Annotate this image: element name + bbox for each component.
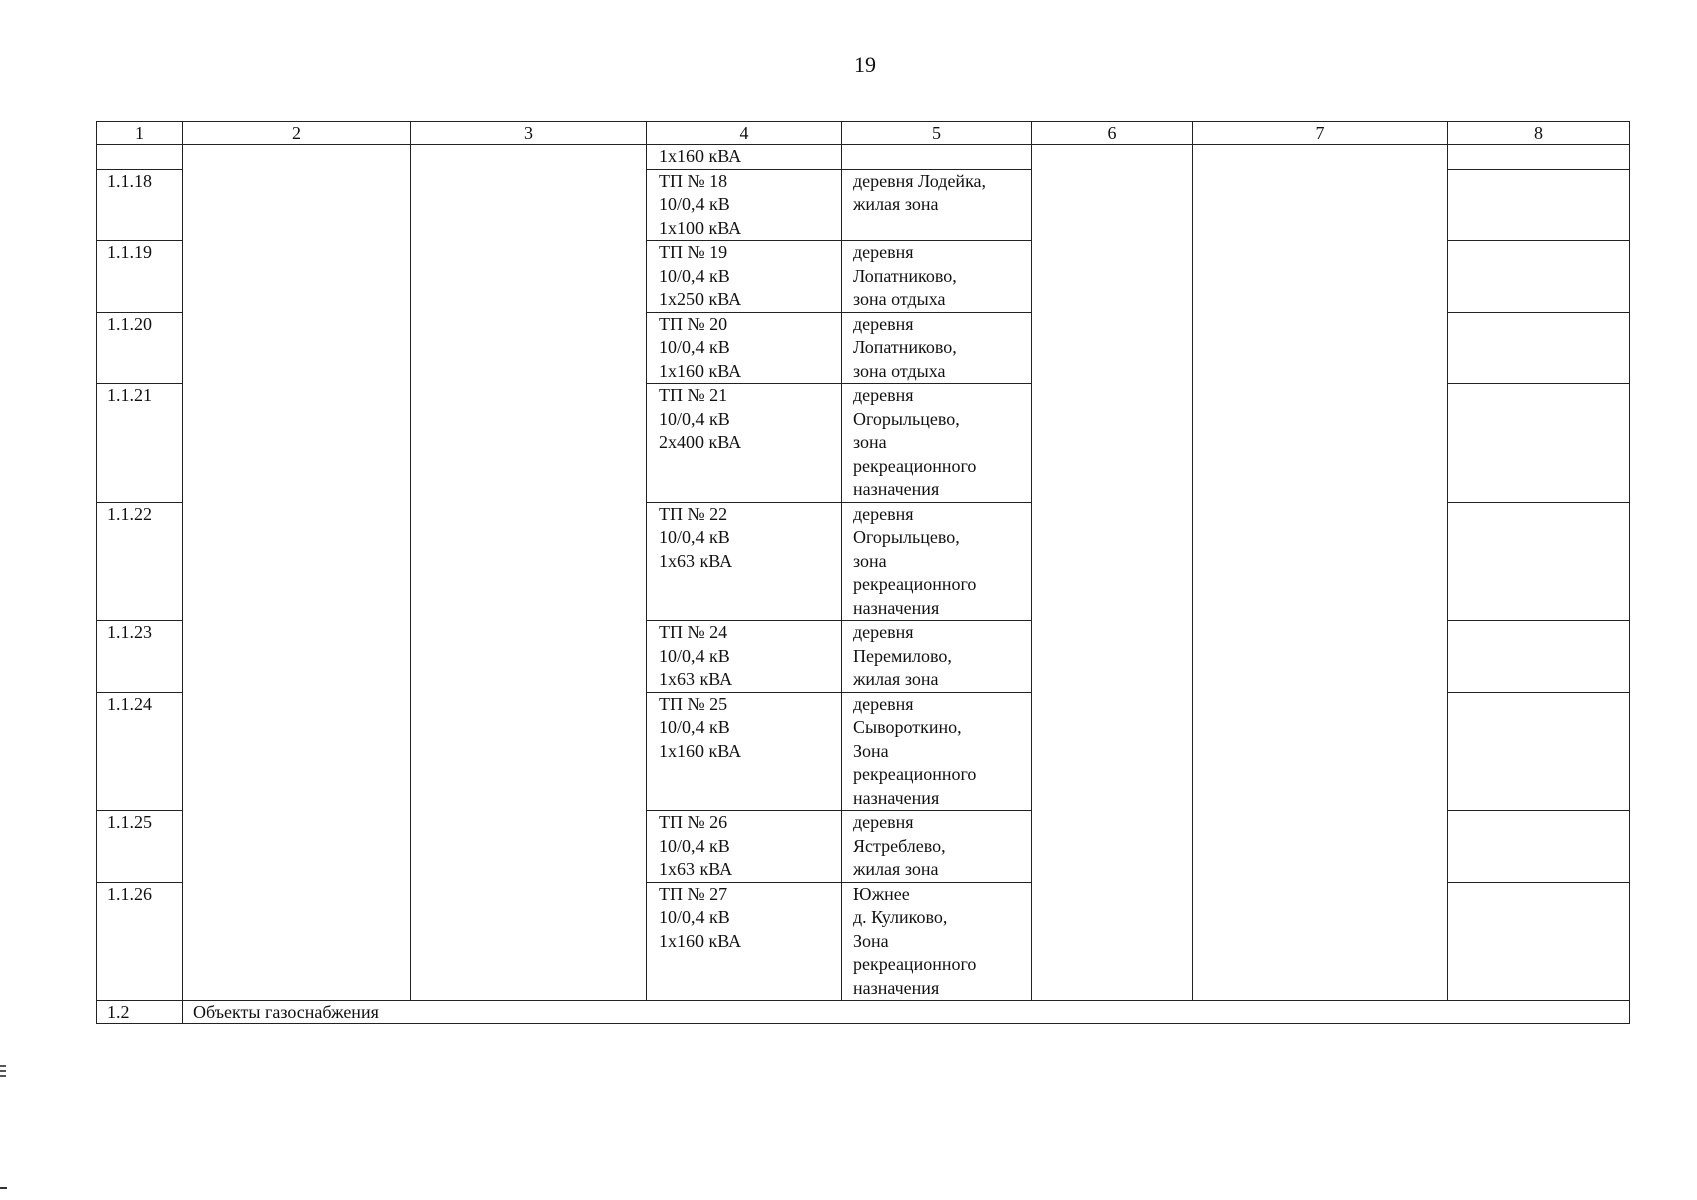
blank-cell-col8 [1448, 502, 1630, 621]
row-number-cell: 1.1.24 [97, 692, 183, 811]
header-cell: 3 [411, 122, 647, 145]
location-cell: деревня Сывороткино, Зона рекреационного назначения [842, 692, 1032, 811]
facilities-table [96, 121, 1630, 1024]
header-cell: 5 [842, 122, 1032, 145]
row-number-cell: 1.1.18 [97, 169, 183, 241]
blank-cell-col8 [1448, 811, 1630, 883]
section-number-cell: 1.2 [97, 1001, 183, 1024]
merged-cell-col7 [1193, 145, 1448, 1001]
blank-cell-col8 [1448, 692, 1630, 811]
substation-cell: ТП № 24 10/0,4 кВ 1х63 кВА [647, 621, 842, 693]
row-number-cell: 1.1.19 [97, 241, 183, 313]
header-row [97, 122, 1630, 145]
margin-mark [0, 1070, 6, 1072]
substation-cell: ТП № 18 10/0,4 кВ 1х100 кВА [647, 169, 842, 241]
substation-cell: ТП № 21 10/0,4 кВ 2х400 кВА [647, 384, 842, 503]
table-row [97, 145, 1630, 170]
header-cell: 7 [1193, 122, 1448, 145]
blank-cell-col8 [1448, 312, 1630, 384]
substation-cell: 1х160 кВА [647, 145, 842, 170]
margin-tick [0, 1187, 7, 1189]
blank-cell-col8 [1448, 241, 1630, 313]
blank-cell-col8 [1448, 145, 1630, 170]
blank-cell-col8 [1448, 384, 1630, 503]
location-cell: Южнее д. Куликово, Зона рекреационного назначения [842, 882, 1032, 1001]
merged-cell-col3 [411, 145, 647, 1001]
header-cell: 2 [183, 122, 411, 145]
substation-cell: ТП № 19 10/0,4 кВ 1х250 кВА [647, 241, 842, 313]
margin-mark [0, 1075, 6, 1077]
header-cell: 1 [97, 122, 183, 145]
header-cell: 8 [1448, 122, 1630, 145]
location-cell: деревня Перемилово, жилая зона [842, 621, 1032, 693]
margin-mark [0, 1065, 6, 1067]
location-cell: деревня Лопатниково, зона отдыха [842, 312, 1032, 384]
margin-marks [0, 1065, 6, 1080]
location-cell: деревня Огорыльцево, зона рекреационного назначения [842, 384, 1032, 503]
location-cell: деревня Ястреблево, жилая зона [842, 811, 1032, 883]
substation-cell: ТП № 25 10/0,4 кВ 1х160 кВА [647, 692, 842, 811]
blank-cell-col8 [1448, 169, 1630, 241]
blank-cell-col8 [1448, 621, 1630, 693]
location-cell [842, 145, 1032, 170]
row-number-cell: 1.1.20 [97, 312, 183, 384]
location-cell: деревня Лодейка, жилая зона [842, 169, 1032, 241]
row-number-cell: 1.1.21 [97, 384, 183, 503]
row-number-cell [97, 145, 183, 170]
substation-cell: ТП № 27 10/0,4 кВ 1х160 кВА [647, 882, 842, 1001]
header-cell: 6 [1032, 122, 1193, 145]
location-cell: деревня Лопатниково, зона отдыха [842, 241, 1032, 313]
blank-cell-col8 [1448, 882, 1630, 1001]
header-cell: 4 [647, 122, 842, 145]
location-cell: деревня Огорыльцево, зона рекреационного назначения [842, 502, 1032, 621]
section-row [97, 1001, 1630, 1024]
section-title-cell: Объекты газоснабжения [183, 1001, 1630, 1024]
merged-cell-col2 [183, 145, 411, 1001]
substation-cell: ТП № 22 10/0,4 кВ 1х63 кВА [647, 502, 842, 621]
merged-cell-col6 [1032, 145, 1193, 1001]
row-number-cell: 1.1.25 [97, 811, 183, 883]
row-number-cell: 1.1.23 [97, 621, 183, 693]
page-number: 19 [854, 52, 876, 77]
table-body [97, 122, 1630, 1024]
substation-cell: ТП № 20 10/0,4 кВ 1х160 кВА [647, 312, 842, 384]
row-number-cell: 1.1.22 [97, 502, 183, 621]
substation-cell: ТП № 26 10/0,4 кВ 1х63 кВА [647, 811, 842, 883]
row-number-cell: 1.1.26 [97, 882, 183, 1001]
